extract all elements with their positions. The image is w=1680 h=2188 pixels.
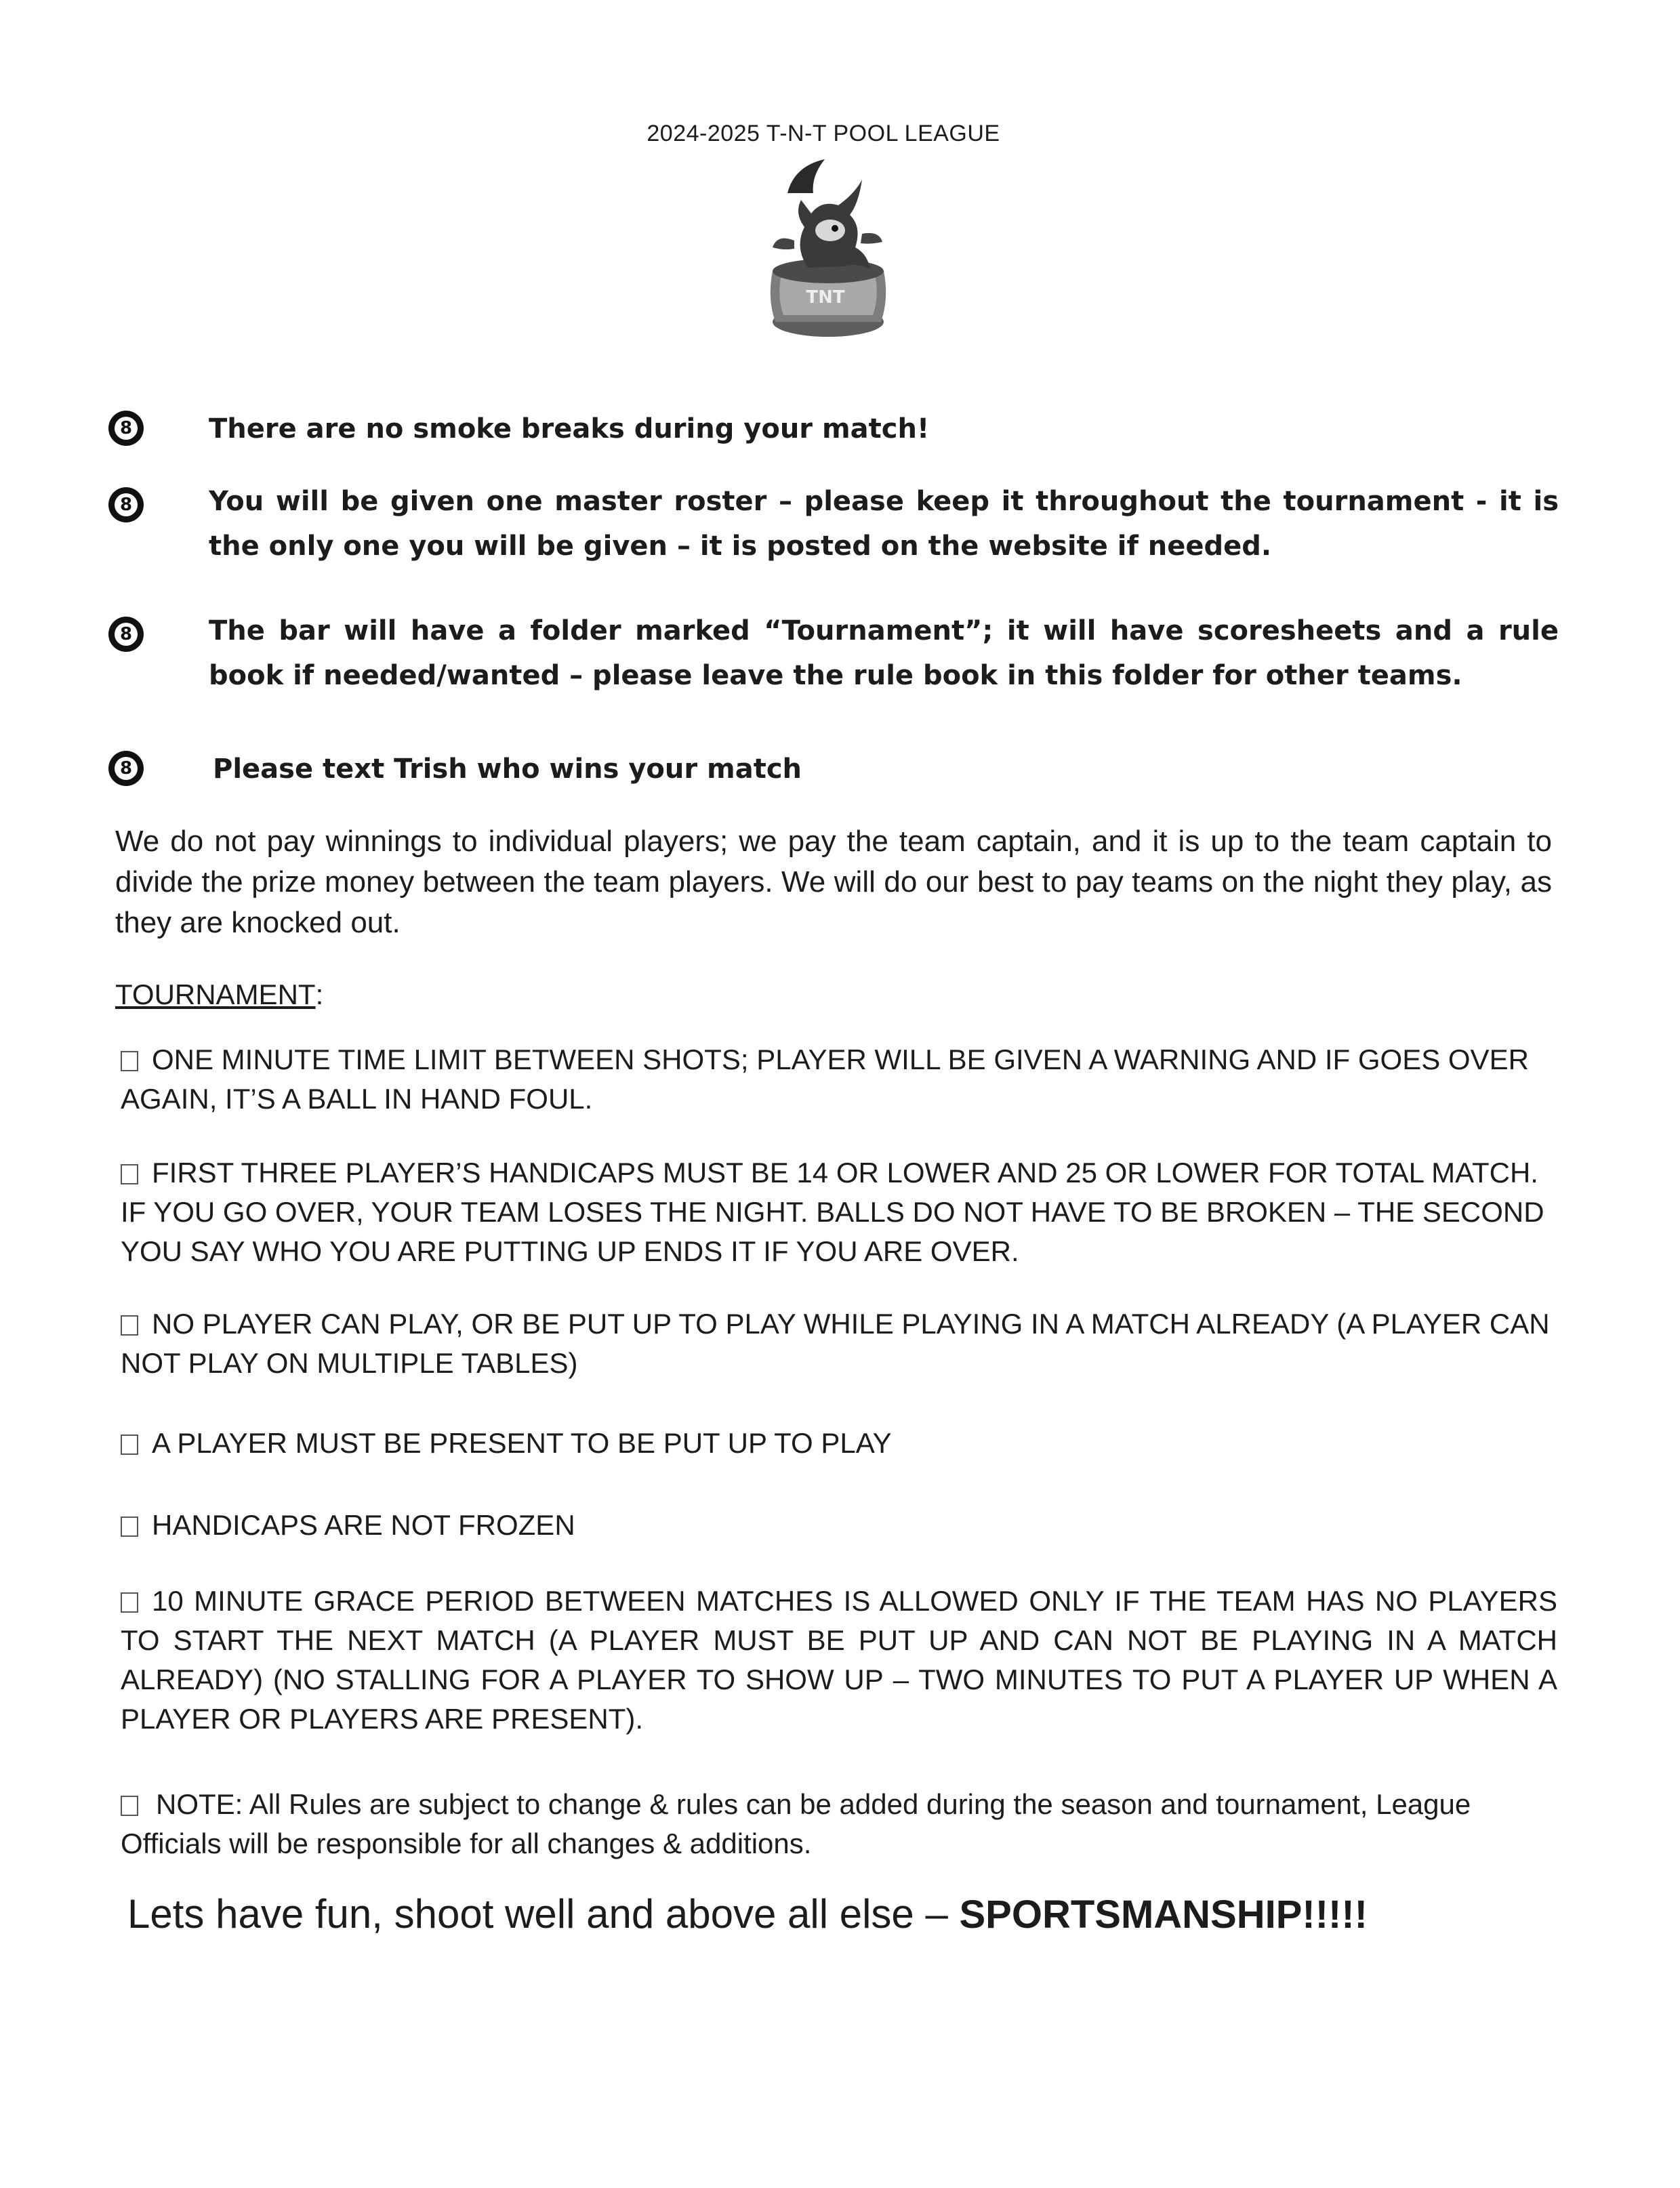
bullet-text: The bar will have a folder marked “Tournament”; it will have scoresheets and a rule book if needed/wanted – please leave the rule book in this folder for other teams. bbox=[209, 615, 1559, 691]
rule-item: NOTE: All Rules are subject to change & rules can be added during the season and tournament, League Officials will be responsible for all changes & additions. bbox=[121, 1788, 1471, 1859]
rule-item: NO PLAYER CAN PLAY, OR BE PUT UP TO PLAY WHILE PLAYING IN A MATCH ALREADY (A PLAYER CAN NOT PLAY ON MULTIPLE TABLES) bbox=[121, 1308, 1550, 1379]
rule-item: ONE MINUTE TIME LIMIT BETWEEN SHOTS; PLAYER WILL BE GIVEN A WARNING AND IF GOES OVER AGAIN, IT’S A BALL IN HAND FOUL. bbox=[121, 1044, 1529, 1115]
checkbox-icon bbox=[121, 1315, 138, 1336]
bullet-item bbox=[108, 747, 1559, 794]
eight-ball-icon: 8 bbox=[108, 487, 144, 522]
checkbox-icon bbox=[121, 1051, 138, 1071]
tournament-heading: TOURNAMENT: bbox=[115, 978, 324, 1010]
closing-line: Lets have fun, shoot well and above all else – SPORTSMANSHIP!!!!! bbox=[127, 1891, 1368, 1937]
bullet-text: Please text Trish who wins your match bbox=[213, 754, 802, 785]
eight-ball-icon: 8 bbox=[108, 617, 144, 652]
logo-text: TNT bbox=[806, 287, 845, 308]
bullet-item bbox=[108, 479, 1559, 574]
checkbox-icon bbox=[121, 1164, 138, 1184]
rule-item: HANDICAPS ARE NOT FROZEN bbox=[121, 1506, 1552, 1545]
league-logo bbox=[693, 152, 964, 356]
eight-ball-icon: 8 bbox=[108, 751, 144, 786]
eight-ball-icon: 8 bbox=[108, 411, 144, 446]
rule-item: 10 MINUTE GRACE PERIOD BETWEEN MATCHES IS ALLOWED ONLY IF THE TEAM HAS NO PLAYERS TO START THE NEXT MATCH (A PLAYER MUST BE PUT UP AND CAN NOT BE PLAYING IN A MATCH ALREADY) (NO STALLING FOR A PLAYER TO SHOW UP – TWO MINUTES TO PUT A PLAYER UP WHEN A PLAYER OR PLAYERS ARE PRESENT). bbox=[121, 1585, 1557, 1735]
winnings-paragraph: We do not pay winnings to individual players; we pay the team captain, and it is up to the team captain to divide the prize money between the team players. We will do our best to pay teams on the night they play, as they are knocked out. bbox=[115, 825, 1552, 939]
bullet-item bbox=[108, 608, 1559, 703]
page-title: 2024-2025 T-N-T POOL LEAGUE bbox=[647, 121, 1000, 146]
bullet-text: There are no smoke breaks during your match! bbox=[209, 413, 930, 445]
checkbox-icon bbox=[121, 1592, 138, 1613]
checkbox-icon bbox=[121, 1796, 138, 1816]
bullet-item bbox=[108, 407, 1559, 454]
rule-item: A PLAYER MUST BE PRESENT TO BE PUT UP TO PLAY bbox=[121, 1424, 1552, 1463]
bullet-text: You will be given one master roster – please keep it throughout the tournament - it is the only one you will be given – it is posted on the website if needed. bbox=[209, 486, 1559, 562]
checkbox-icon bbox=[121, 1516, 138, 1537]
checkbox-icon bbox=[121, 1434, 138, 1455]
sportsmanship-emphasis: SPORTSMANSHIP!!!!! bbox=[959, 1893, 1368, 1937]
rule-item: FIRST THREE PLAYER’S HANDICAPS MUST BE 14 OR LOWER AND 25 OR LOWER FOR TOTAL MATCH. IF YOU GO OVER, YOUR TEAM LOSES THE NIGHT. BALLS DO NOT HAVE TO BE BROKEN – THE SECOND YOU SAY WHO YOU ARE PUTTING UP ENDS IT IF YOU ARE OVER. bbox=[121, 1157, 1544, 1267]
